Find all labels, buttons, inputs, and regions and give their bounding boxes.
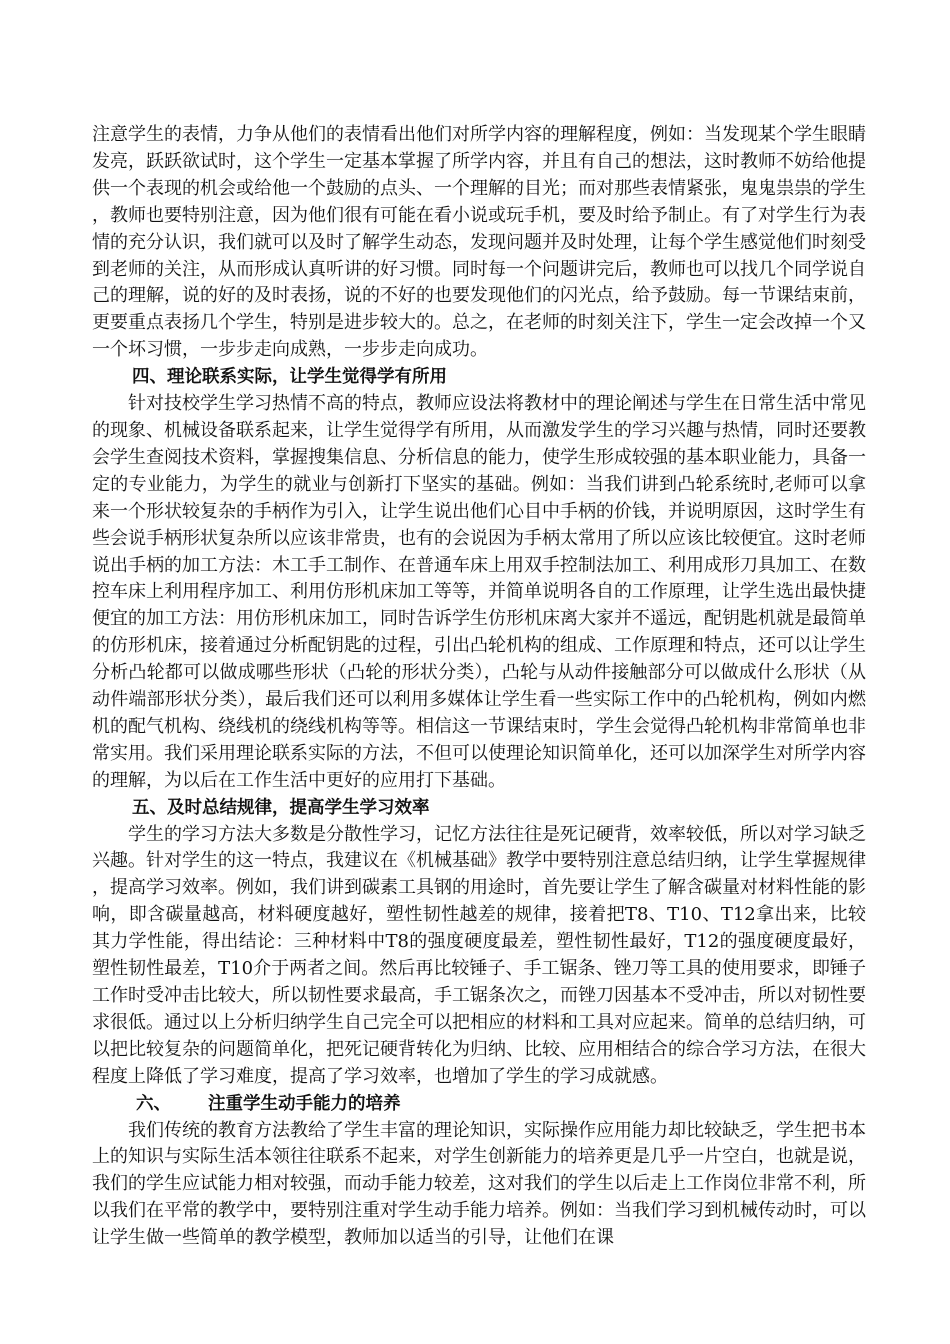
paragraph-summarize-rules: 学生的学习方法大多数是分散性学习，记忆方法往往是死记硬背，效率较低，所以对学习缺乏兴趣。针对学生的这一特点，我建议在《机械基础》教学中要特别注意总结归纳，让学生掌握规律，提高学习效率。例如，我们讲到碳素工具钢的用途时，首先要让学生了解含碳量对材料性能的影响，即含碳量越高，材料硬度越好，塑性韧性越差的规律，接着把T8、T10、T12拿出来，比较其力学性能，得出结论：三种材料中T8的强度硬度最差，塑性韧性最好，T12的强度硬度最好，塑性韧性最差，T10介于两者之间。然后再比较锤子、手工锯条、锉刀等工具的使用要求，即锤子工作时受冲击比较大，所以韧性要求最高，手工锯条次之，而锉刀因基本不受冲击，所以对韧性要求很低。通过以上分析归纳学生自己完全可以把相应的材料和工具对应起来。简单的总结归纳，可以把比较复杂的问题简单化，把死记硬背转化为归纳、比较、应用相结合的综合学习方法，在很大程度上降低了学习难度，提高了学习效率，也增加了学生的学习成就感。 bbox=[92, 823, 866, 1087]
section-heading-4: 四、理论联系实际，让学生觉得学有所用 bbox=[132, 367, 447, 388]
section-title-6: 注重学生动手能力的培养 bbox=[208, 1093, 401, 1114]
paragraph-theory-practice: 针对技校学生学习热情不高的特点，教师应设法将教材中的理论阐述与学生在日常生活中常见的现象、机械设备联系起来，让学生觉得学有所用，从而激发学生的学习兴趣与热情，同时还要教会学生查阅技术资料，掌握搜集信息、分析信息的能力，使学生形成较强的基本职业能力，具备一定的专业能力，为学生的就业与创新打下坚实的基础。例如：当我们讲到凸轮系统时,老师可以拿来一个形状较复杂的手柄作为引入，让学生说出他们心目中手柄的价钱，并说明原因，这时学生有些会说手柄形状复杂所以应该非常贵，也有的会说因为手柄太常用了所以应该比较便宜。这时老师说出手柄的加工方法：木工手工制作、在普通车床上用双手控制法加工、利用成形刀具加工、在数控车床上利用程序加工、利用仿形机床加工等等，并简单说明各自的工作原理，让学生选出最快捷便宜的加工方法：用仿形机床加工，同时告诉学生仿形机床离大家并不遥远，配钥匙机就是最简单的仿形机床，接着通过分析配钥匙的过程，引出凸轮机构的组成、工作原理和特点，还可以让学生分析凸轮都可以做成哪些形状（凸轮的形状分类），凸轮与从动件接触部分可以做成什么形状（从动件端部形状分类），最后我们还可以利用多媒体让学生看一些实际工作中的凸轮机构，例如内燃机的配气机构、绕线机的绕线机构等等。相信这一节课结束时，学生会觉得凸轮机构非常简单也非常实用。我们采用理论联系实际的方法，不但可以使理论知识简单化，还可以加深学生对所学内容的理解，为以后在工作生活中更好的应用打下基础。 bbox=[92, 393, 866, 791]
section-heading-5: 五、及时总结规律，提高学生学习效率 bbox=[132, 797, 430, 818]
paragraph-hands-on-ability: 我们传统的教育方法教给了学生丰富的理论知识，实际操作应用能力却比较缺乏，学生把书本上的知识与实际生活本领往往联系不起来，对学生创新能力的培养更是几乎一片空白，也就是说，我们的学生应试能力相对较强，而动手能力较差，这对我们的学生以后走上工作岗位非常不利，所以我们在平常的教学中，要特别注重对学生动手能力培养。例如：当我们学习到机械传动时，可以让学生做一些简单的教学模型，教师加以适当的引导，让他们在课 bbox=[92, 1119, 866, 1249]
section-number-6: 六、 bbox=[136, 1093, 171, 1114]
document-page bbox=[92, 122, 866, 1252]
section-heading-6 bbox=[92, 1091, 866, 1118]
paragraph-student-expressions: 注意学生的表情，力争从他们的表情看出他们对所学内容的理解程度，例如：当发现某个学生眼睛发亮，跃跃欲试时，这个学生一定基本掌握了所学内容，并且有自己的想法，这时教师不妨给他提供一个表现的机会或给他一个鼓励的点头、一个理解的目光；而对那些表情紧张，鬼鬼祟祟的学生，教师也要特别注意，因为他们很有可能在看小说或玩手机，要及时给予制止。有了对学生行为表情的充分认识，我们就可以及时了解学生动态，发现问题并及时处理，让每个学生感觉他们时刻受到老师的关注，从而形成认真听讲的好习惯。同时每一个问题讲完后，教师也可以找几个同学说自己的理解，说的好的及时表扬，说的不好的也要发现他们的闪光点，给予鼓励。每一节课结束前，更要重点表扬几个学生，特别是进步较大的。总之，在老师的时刻关注下，学生一定会改掉一个又一个坏习惯，一步步走向成熟，一步步走向成功。 bbox=[92, 124, 866, 361]
